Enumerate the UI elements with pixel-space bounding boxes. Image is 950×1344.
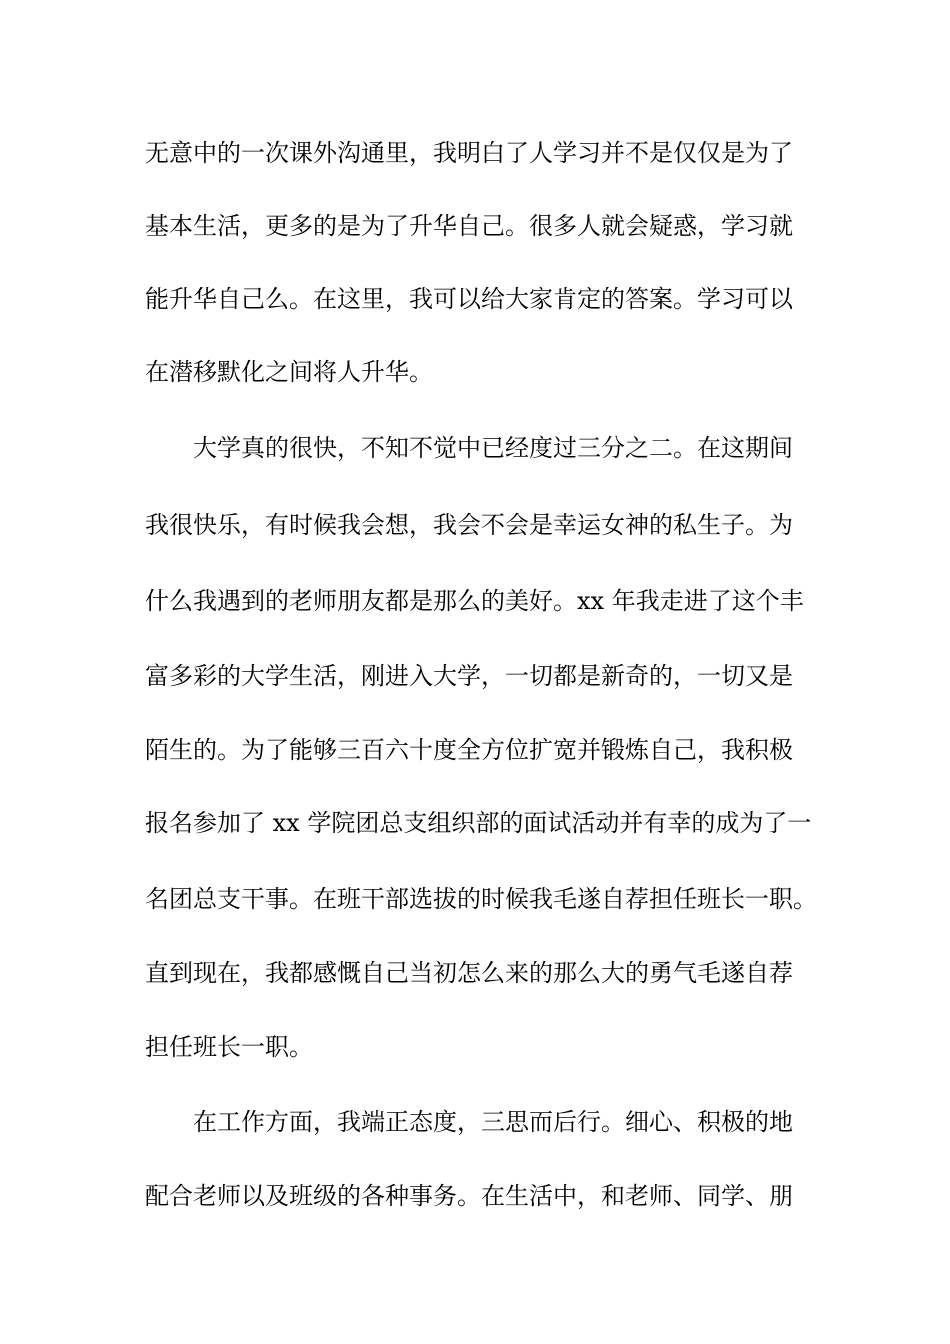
paragraph-line: 担任班长一职。 (145, 1033, 313, 1061)
paragraph-line: 配合老师以及班级的各种事务。在生活中，和老师、同学、朋 (145, 1182, 793, 1210)
paragraph-line: 名团总支干事。在班干部选拔的时候我毛遂自荐担任班长一职。 (145, 885, 817, 913)
paragraph-line: 富多彩的大学生活，刚进入大学，一切都是新奇的，一切又是 (145, 662, 793, 690)
paragraph-first-line: 大学真的很快，不知不觉中已经度过三分之二。在这期间 (193, 434, 793, 462)
paragraph-line: 无意中的一次课外沟通里，我明白了人学习并不是仅仅是为了 (145, 139, 793, 167)
paragraph-line: 基本生活，更多的是为了升华自己。很多人就会疑惑，学习就 (145, 212, 793, 240)
paragraph-line: 什么我遇到的老师朋友都是那么的美好。xx 年我走进了这个丰 (145, 587, 804, 615)
paragraph-line: 在潜移默化之间将人升华。 (145, 358, 433, 386)
paragraph-first-line: 在工作方面，我端正态度，三思而后行。细心、积极的地 (193, 1108, 793, 1136)
paragraph-line: 直到现在，我都感慨自己当初怎么来的那么大的勇气毛遂自荐 (145, 959, 793, 987)
paragraph-line: 陌生的。为了能够三百六十度全方位扩宽并锻炼自己，我积极 (145, 736, 793, 764)
paragraph-line: 报名参加了 xx 学院团总支组织部的面试活动并有幸的成为了一 (145, 809, 812, 837)
paragraph-line: 我很快乐，有时候我会想，我会不会是幸运女神的私生子。为 (145, 511, 793, 539)
paragraph-line: 能升华自己么。在这里，我可以给大家肯定的答案。学习可以 (145, 285, 793, 313)
